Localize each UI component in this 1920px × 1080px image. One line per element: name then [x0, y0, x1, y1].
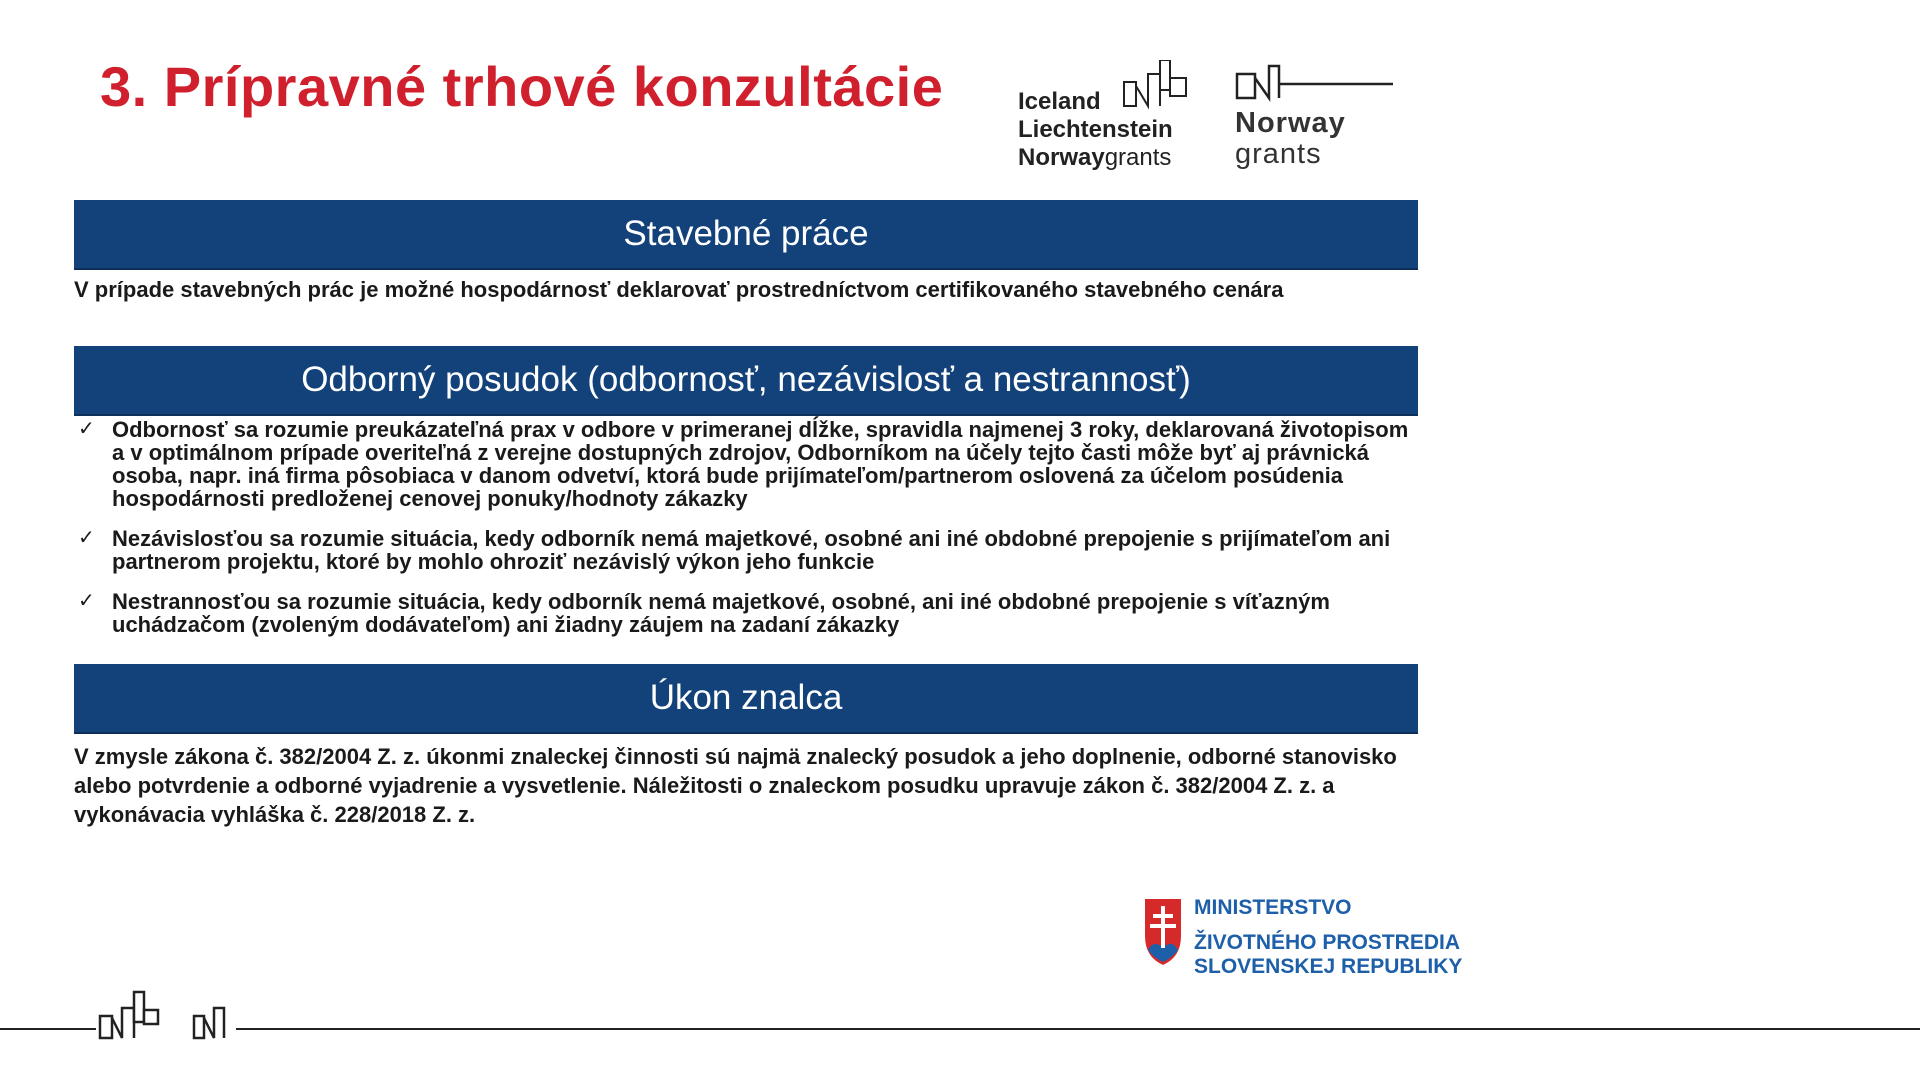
grants-text: grants — [1235, 138, 1322, 170]
logo-liechtenstein-text: Liechtenstein — [1018, 116, 1173, 143]
construction-text: V prípade stavebných prác je možné hospodárnosť deklarovať prostredníctvom certifikovaného stavebného cenára — [74, 277, 1284, 302]
section-heading-expert-act: Úkon znalca — [74, 664, 1418, 734]
norway-grants-logo — [1235, 60, 1395, 170]
norway-text: Norway — [1235, 107, 1346, 139]
footer-buildings-icon — [96, 990, 236, 1042]
checkmark-icon: ✓ — [78, 527, 95, 549]
norway-buildings-icon — [1235, 60, 1395, 104]
expert-act-text: V zmysle zákona č. 382/2004 Z. z. úkonmi znaleckej činnosti sú najmä znalecký posudok a jeho doplnenie, odborné stanovisko alebo potvrdenie a odborné vyjadrenie a vysvetlenie. Náležitosti o znaleckom posudku upravuje zákon č. 382/2004 Z. z. a vykonávacia vyhláška č. 228/2018 Z. z. — [74, 744, 1397, 827]
ministry-logo — [1142, 894, 1463, 978]
section-heading-construction: Stavebné práce — [74, 200, 1418, 270]
list-item: ✓ Odbornosť sa rozumie preukázateľná prax v odbore v primeranej dĺžke, spravidla najmenej 3 roky, deklarovaná životopisom a v optimálnom prípade overiteľná z verejne dostupných zdrojov, Odborníkom na účely tejto časti môže byť aj právnická osoba, napr. iná firma pôsobiaca v danom odvetví, ktorá bude prijímateľom/partnerom oslovená za účelom posúdenia hospodárnosti predloženej cenovej ponuky/hodnoty zákazky — [78, 417, 1409, 511]
list-item: ✓ Nestrannosťou sa rozumie situácia, kedy odborník nemá majetkové, osobné, ani iné obdobné prepojenie s víťazným uchádzačom (zvoleným dodávateľom) ani žiadny záujem na zadaní zákazky — [78, 589, 1330, 637]
iceland-liechtenstein-norway-grants-logo — [1018, 60, 1198, 170]
ministry-line-3: SLOVENSKEJ REPUBLIKY — [1194, 955, 1463, 978]
footer-divider — [0, 1028, 1920, 1030]
section-heading-expert-opinion: Odborný posudok (odbornosť, nezávislosť a nestrannosť) — [74, 346, 1418, 416]
checkmark-icon: ✓ — [78, 418, 95, 440]
logo-iceland-text: Iceland — [1018, 88, 1101, 115]
slovak-coat-of-arms-icon — [1142, 896, 1184, 968]
buildings-logo-icon — [1122, 60, 1202, 110]
ministry-line-1: MINISTERSTVO — [1194, 896, 1352, 919]
logo-norway-grants-text: Norwaygrants — [1018, 144, 1172, 171]
list-item: ✓ Nezávislosťou sa rozumie situácia, kedy odborník nemá majetkové, osobné ani iné obdobné prepojenie s prijímateľom ani partnerom projektu, ktoré by mohlo ohroziť nezávislý výkon jeho funkcie — [78, 526, 1391, 574]
page-title: 3. Prípravné trhové konzultácie — [100, 55, 944, 118]
ministry-line-2: ŽIVOTNÉHO PROSTREDIA — [1194, 931, 1461, 954]
expert-opinion-list — [74, 418, 1414, 653]
checkmark-icon: ✓ — [78, 590, 95, 612]
